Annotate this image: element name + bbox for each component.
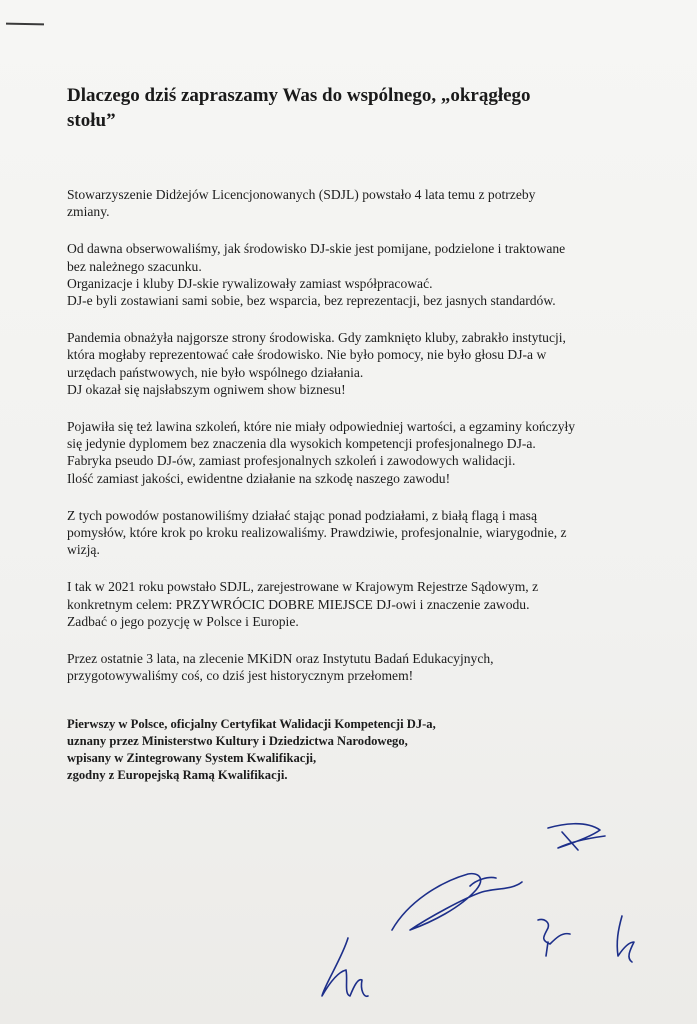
text-line: uznany przez Ministerstwo Kultury i Dziedzictwa Narodowego, xyxy=(67,734,408,748)
text-line: urzędach państwowych, nie było wspólnego działania. xyxy=(67,364,364,380)
text-line: bez należnego szacunku. xyxy=(67,258,202,274)
text-line: konkretnym celem: PRZYWRÓCIC DOBRE MIEJSCE DJ-owi i znaczenie zawodu. xyxy=(67,596,530,612)
text-line: która mogłaby reprezentować całe środowisko. Nie było pomocy, nie było głosu DJ-a w xyxy=(67,347,547,363)
text-line: Pandemia obnażyła najgorsze strony środowiska. Gdy zamknięto kluby, zabrakło instytucji, xyxy=(67,330,566,346)
text-line: DJ-e byli zostawiani sami sobie, bez wsparcia, bez reprezentacji, bez jasnych standardów. xyxy=(67,293,556,309)
document-body xyxy=(67,186,627,704)
signature-mark xyxy=(322,938,368,996)
text-line: wizją. xyxy=(67,542,100,558)
signature-mark xyxy=(392,874,522,930)
paragraph-pandemic xyxy=(67,329,627,398)
title-line: stołu” xyxy=(67,110,116,131)
document-title xyxy=(67,83,627,133)
paragraph-preparation xyxy=(67,650,627,684)
paragraph-decision xyxy=(67,507,627,559)
text-line: Pierwszy w Polsce, oficjalny Certyfikat Walidacji Kompetencji DJ-a, xyxy=(67,717,436,731)
text-line: Ilość zamiast jakości, ewidentne działanie na szkodę naszego zawodu! xyxy=(67,470,451,486)
text-line: Od dawna obserwowaliśmy, jak środowisko DJ-skie jest pomijane, podzielone i traktowane xyxy=(67,241,566,257)
text-line: Przez ostatnie 3 lata, na zlecenie MKiDN oraz Instytutu Badań Edukacyjnych, xyxy=(67,651,494,667)
text-line: przygotowywaliśmy coś, co dziś jest historycznym przełomem! xyxy=(67,668,414,684)
text-line: pomysłów, które krok po kroku realizowaliśmy. Prawdziwie, profesjonalnie, wiarygodnie, z xyxy=(67,525,567,541)
text-line: wpisany w Zintegrowany System Kwalifikacji, xyxy=(67,751,317,765)
text-line: Organizacje i kluby DJ-skie rywalizowały zamiast współpracować. xyxy=(67,275,433,291)
text-line: DJ okazał się najsłabszym ogniwem show biznesu! xyxy=(67,381,346,397)
text-line: I tak w 2021 roku powstało SDJL, zarejestrowane w Krajowym Rejestrze Sądowym, z xyxy=(67,579,539,595)
signature-mark xyxy=(470,877,496,886)
text-line: Fabryka pseudo DJ-ów, zamiast profesjonalnych szkoleń i zawodowych walidacji. xyxy=(67,453,516,469)
text-line: zmiany. xyxy=(67,204,110,220)
text-line: Z tych powodów postanowiliśmy działać stając ponad podziałami, z białą flagą i masą xyxy=(67,507,537,523)
signature-mark xyxy=(617,916,634,962)
signatures xyxy=(300,790,680,1010)
certificate-statement xyxy=(67,716,627,784)
text-line: się jedynie dyplomem bez znaczenia dla wysokich kompetencji profesjonalnego DJ-a. xyxy=(67,436,536,452)
text-line: Stowarzyszenie Didżejów Licencjonowanych (SDJL) powstało 4 lata temu z potrzeby xyxy=(67,187,536,202)
text-line: Pojawiła się też lawina szkoleń, które nie miały odpowiedniej wartości, a egzaminy kończyły xyxy=(67,419,576,435)
paragraph-intro xyxy=(67,186,627,220)
text-line: zgodny z Europejską Ramą Kwalifikacji. xyxy=(67,768,288,782)
title-line: Dlaczego dziś zapraszamy Was do wspólnego, „okrągłego xyxy=(67,85,531,106)
paragraph-observations xyxy=(67,240,627,309)
signature-mark xyxy=(546,942,548,956)
paragraph-trainings xyxy=(67,418,627,487)
signature-mark xyxy=(538,919,570,944)
text-line: Zadbać o jego pozycję w Polsce i Europie. xyxy=(67,613,299,629)
paragraph-founding xyxy=(67,578,627,630)
signature-mark xyxy=(548,824,605,848)
